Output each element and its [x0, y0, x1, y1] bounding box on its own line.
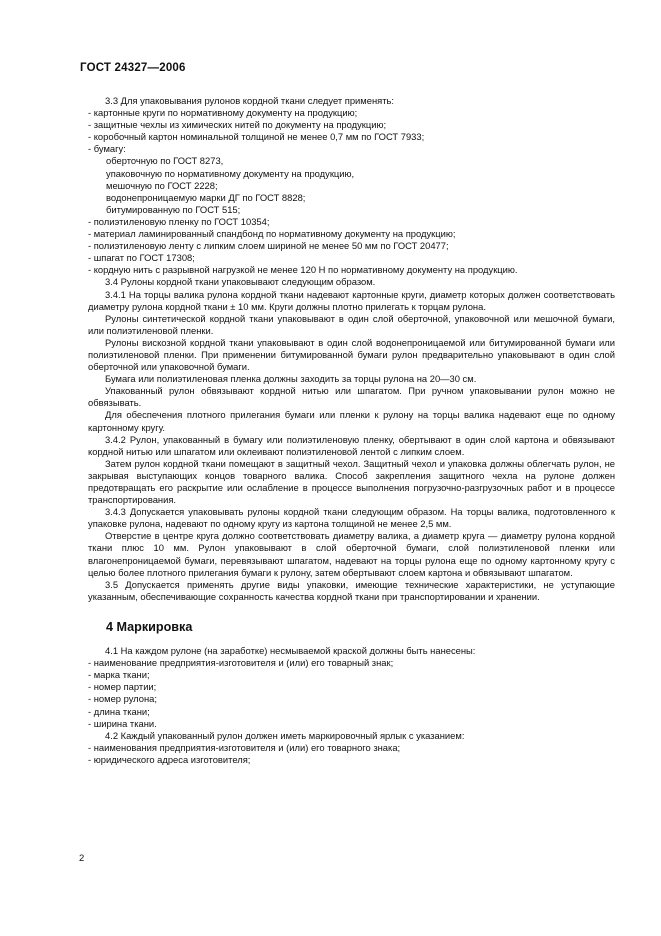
paragraph: Бумага или полиэтиленовая пленка должны заходить за торцы рулона на 20—30 см. [105, 373, 477, 385]
paragraph: 3.4 Рулоны кордной ткани упаковывают следующим образом. [105, 276, 376, 288]
paragraph: - кордную нить с разрывной нагрузкой не менее 120 Н по нормативному документу на продукцию. [88, 264, 518, 276]
paragraph: мешочную по ГОСТ 2228; [106, 179, 218, 191]
paragraph: 3.4.2 Рулон, упакованный в бумагу или полиэтиленовую пленку, обертывают в один слой картона и обвязывают кордной нитью или шпагатом или оклеивают полиэтиленовой лентой с липким слоем. [88, 433, 615, 457]
paragraph: - картонные круги по нормативному документу на продукцию; [88, 107, 358, 119]
paragraph: упаковочную по нормативному документу на продукцию, [106, 167, 355, 179]
paragraph: - полиэтиленовую пленку по ГОСТ 10354; [88, 215, 270, 227]
paragraph: - наименования предприятия-изготовителя и (или) его товарного знака; [88, 741, 401, 753]
paragraph: Рулоны синтетической кордной ткани упаковывают в один слой оберточной, упаковочной или мешочной бумаги, или полиэтиленовой пленки. [88, 312, 615, 336]
paragraph: - марка ткани; [88, 669, 150, 681]
paragraph: - длина ткани; [88, 705, 150, 717]
paragraph: - материал ламинированный спандбонд по нормативному документу на продукцию; [88, 228, 456, 240]
paragraph: - бумагу: [88, 143, 126, 155]
paragraph: - коробочный картон номинальной толщиной не менее 0,7 мм по ГОСТ 7933; [88, 131, 425, 143]
paragraph: - номер партии; [88, 681, 157, 693]
paragraph: - номер рулона; [88, 693, 157, 705]
paragraph: Для обеспечения плотного прилегания бумаги или пленки к рулону на торцы валика надевают еще по одному картонному кругу. [88, 409, 615, 433]
paragraph: 4.2 Каждый упакованный рулон должен иметь маркировочный ярлык с указанием: [105, 729, 465, 741]
paragraph: 3.3 Для упаковывания рулонов кордной ткани следует применять: [105, 95, 394, 106]
paragraph: 3.5 Допускается применять другие виды упаковки, имеющие технические характеристики, не уступающие указанным, обеспечивающие сохранность качества кордной ткани при транспортировании и хранении. [88, 578, 615, 602]
section-3-packaging [88, 95, 615, 603]
paragraph: - полиэтиленовую ленту с липким слоем шириной не менее 50 мм по ГОСТ 20477; [88, 240, 449, 252]
section-4-title: 4 Маркировка [106, 619, 193, 634]
page-number: 2 [79, 853, 85, 864]
document-body [88, 95, 615, 766]
paragraph: Упакованный рулон обвязывают кордной нитью или шпагатом. При ручном упаковывании рулон можно не обвязывать. [88, 385, 615, 409]
paragraph: - юридического адреса изготовителя; [88, 753, 251, 765]
paragraph: оберточную по ГОСТ 8273, [106, 155, 224, 167]
paragraph: Затем рулон кордной ткани помещают в защитный чехол. Защитный чехол и упаковка должны облегчать рулон, не закрывая выступающих концов товарного валика. Способ закрепления защитного чехла на рулоне должен предотвращать его раскрытие или ослабление в процессе выполнения погрузочно-разгрузочных работ и в процессе транспортирования. [88, 457, 615, 506]
paragraph: 3.4.1 На торцы валика рулона кордной ткани надевают картонные круги, диаметр которых должен соответствовать диаметру рулона кордной ткани ± 10 мм. Круги должны плотно прилегать к торцам рулона. [88, 288, 615, 312]
document-header: ГОСТ 24327—2006 [80, 62, 186, 74]
paragraph: - наименование предприятия-изготовителя и (или) его товарный знак; [88, 657, 394, 669]
paragraph: 4.1 На каждом рулоне (на заработке) несмываемой краской должны быть нанесены: [105, 645, 476, 657]
section-4-marking [88, 645, 615, 766]
paragraph: - ширина ткани. [88, 717, 157, 729]
paragraph: Отверстие в центре круга должно соответствовать диаметру валика, а диаметр круга — диаметру рулона кордной ткани плюс 10 мм. Рулон упаковывают в слой оберточной бумаги, слой полиэтиленовой пленки или влагонепроницаемой бумаги, перевязывают шпагатом, надевают на торцы рулона еще по одному картонному кругу с целью более плотного прилегания бумаги к рулону, затем обертывают слоем картона и обвязывают шпагатом. [88, 530, 615, 578]
paragraph: - защитные чехлы из химических нитей по документу на продукцию; [88, 119, 387, 131]
paragraph: Рулоны вискозной кордной ткани упаковывают в один слой водонепроницаемой или битумированной бумаги или полиэтиленовой пленки. При применении битумированной бумаги рулон предварительно упаковывают в один слой оберточной или упаковочной бумаги. [88, 336, 615, 373]
paragraph: - шпагат по ГОСТ 17308; [88, 252, 195, 264]
paragraph: битумированную по ГОСТ 515; [106, 203, 241, 215]
paragraph: 3.4.3 Допускается упаковывать рулоны кордной ткани следующим образом. На торцы валика, подготовленного к упаковке рулона, надевают по одному кругу из картона толщиной не менее 2,5 мм. [88, 506, 615, 530]
paragraph: водонепроницаемую марки ДГ по ГОСТ 8828; [106, 191, 306, 203]
